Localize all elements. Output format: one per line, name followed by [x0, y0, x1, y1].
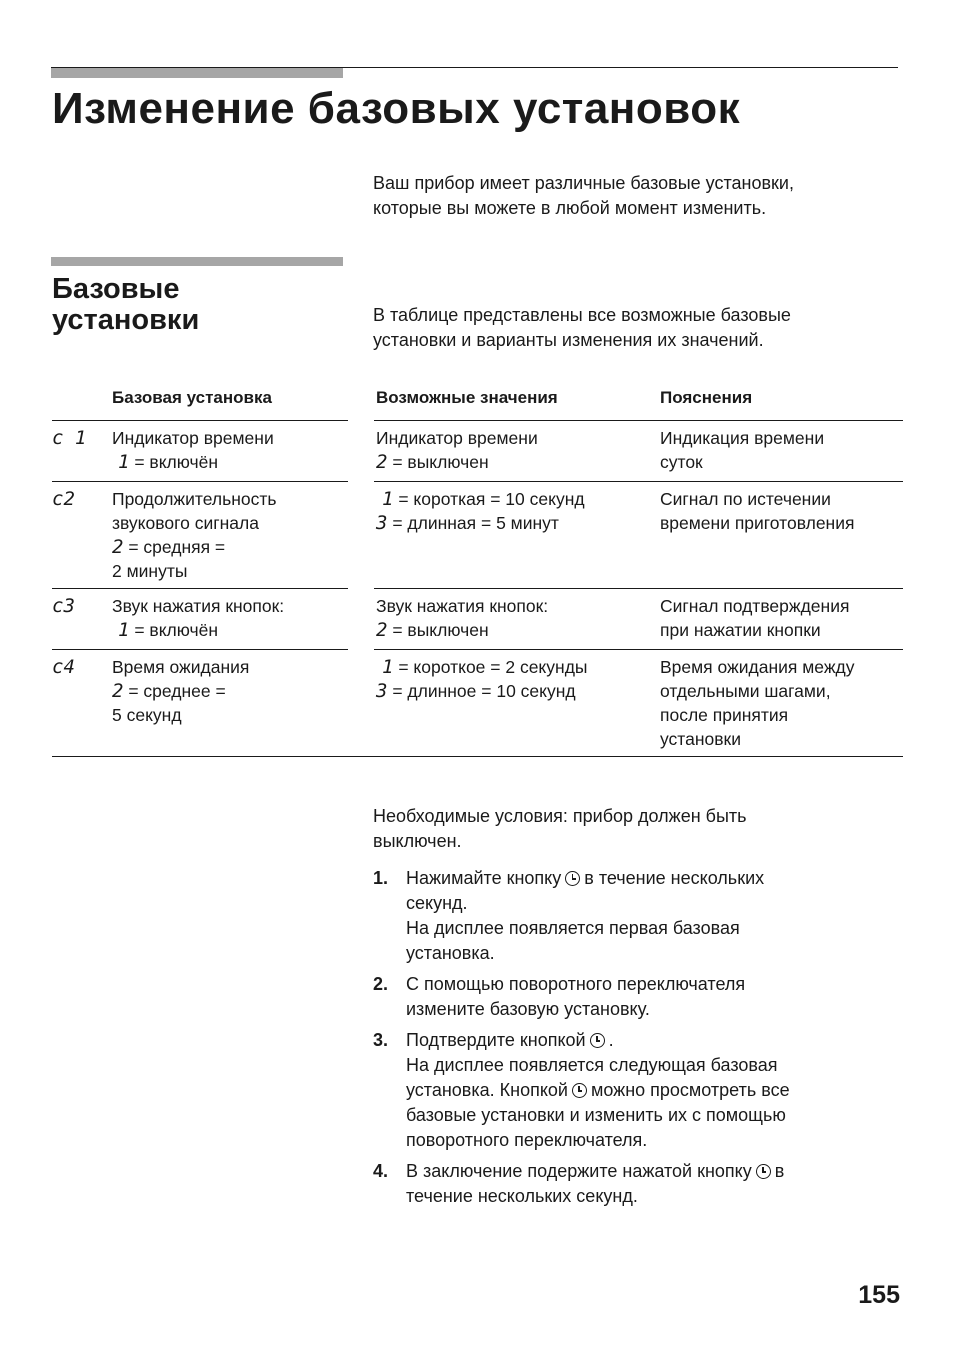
cell-text: = среднее =	[128, 681, 226, 701]
row-divider	[52, 588, 348, 589]
prereq-line: Необходимые условия: прибор должен быть	[373, 806, 747, 826]
row-divider	[52, 649, 348, 650]
step-line: На дисплее появляется следующая базовая	[406, 1055, 778, 1075]
step-text: установка. Кнопкой	[406, 1080, 568, 1100]
cell-text: Индикатор времени	[376, 428, 538, 448]
instruction-steps	[373, 866, 893, 1215]
cell-line	[112, 426, 392, 450]
setting-code: c2	[52, 488, 75, 510]
setting-cell	[112, 594, 392, 642]
section-title-line: Базовые	[52, 273, 180, 305]
step-line: поворотного переключателя.	[406, 1130, 648, 1150]
notes-cell	[660, 655, 905, 751]
step-number: 1.	[373, 868, 389, 888]
cell-line	[112, 679, 392, 703]
cell-line: отдельными шагами,	[660, 681, 831, 701]
page-number: 155	[858, 1281, 900, 1309]
setting-code: c4	[52, 656, 75, 678]
step-line: На дисплее появляется первая базовая	[406, 918, 740, 938]
step-item	[373, 1159, 893, 1209]
step-text: .	[608, 1030, 614, 1050]
setting-cell	[112, 655, 392, 727]
prereq-line: выключен.	[373, 831, 462, 851]
intro-paragraph	[373, 171, 893, 221]
values-cell	[376, 655, 646, 703]
notes-cell	[660, 594, 905, 642]
clock-icon	[590, 1033, 605, 1048]
page-title: Изменение базовых установок	[52, 84, 741, 133]
display-digit: 1	[118, 619, 130, 641]
cell-line: Звук нажатия кнопок:	[376, 596, 549, 616]
section-intro-line: установки и варианты изменения их значений.	[373, 330, 764, 350]
step-line	[406, 866, 893, 891]
cell-line	[112, 618, 392, 642]
step-number: 3.	[373, 1030, 389, 1050]
cell-text: = выключен	[392, 452, 489, 472]
step-text: Подтвердите кнопкой	[406, 1030, 586, 1050]
step-line: С помощью поворотного переключателя	[406, 974, 746, 994]
cell-line	[376, 618, 646, 642]
table-row	[52, 420, 903, 481]
table-row	[52, 588, 903, 649]
table-row	[52, 481, 903, 588]
display-digit: 1	[382, 488, 394, 510]
cell-line: Продолжительность	[112, 489, 277, 509]
cell-line: Сигнал подтверждения	[660, 596, 850, 616]
cell-line: Индикация времени	[660, 428, 825, 448]
cell-line: суток	[660, 452, 703, 472]
table-bottom-rule	[52, 756, 903, 757]
notes-cell	[660, 426, 905, 474]
values-cell	[376, 487, 646, 535]
cell-text: = короткая = 10 секунд	[398, 489, 585, 509]
setting-cell	[112, 426, 392, 474]
step-item	[373, 972, 893, 1022]
row-divider	[52, 481, 348, 482]
display-digit: 2	[112, 536, 124, 558]
cell-line: 2 минуты	[112, 561, 188, 581]
values-cell	[376, 594, 646, 642]
cell-line	[376, 450, 646, 474]
cell-line: Время ожидания	[112, 657, 250, 677]
display-digit: 2	[376, 451, 388, 473]
clock-icon	[565, 871, 580, 886]
setting-code: c 1	[52, 427, 87, 449]
step-text: в	[774, 1161, 785, 1181]
setting-cell	[112, 487, 392, 583]
cell-line: при нажатии кнопки	[660, 620, 821, 640]
cell-line	[376, 511, 646, 535]
title-bar-accent	[51, 67, 343, 78]
cell-text: = выключен	[392, 620, 489, 640]
table-row	[52, 649, 903, 756]
cell-line: после принятия	[660, 705, 789, 725]
display-digit: 3	[376, 512, 388, 534]
values-cell	[376, 426, 646, 474]
step-line	[406, 1028, 893, 1053]
title-rule	[51, 67, 898, 68]
intro-line: Ваш прибор имеет различные базовые установки,	[373, 173, 794, 193]
row-divider	[374, 649, 903, 650]
cell-line: 5 секунд	[112, 705, 182, 725]
cell-line: времени приготовления	[660, 513, 855, 533]
section-bar-accent	[51, 257, 343, 266]
cell-line: Звук нажатия кнопок:	[112, 596, 285, 616]
display-digit: 2	[112, 680, 124, 702]
step-line: секунд.	[406, 893, 468, 913]
step-text: можно просмотреть все	[590, 1080, 790, 1100]
prerequisites	[373, 804, 893, 854]
step-line: базовые установки и изменить их с помощью	[406, 1105, 786, 1125]
row-divider	[374, 481, 903, 482]
cell-text: = средняя =	[128, 537, 226, 557]
step-text: Нажимайте кнопку	[406, 868, 562, 888]
step-item	[373, 866, 893, 966]
cell-text: = включён	[134, 620, 219, 640]
clock-icon	[756, 1164, 771, 1179]
step-number: 4.	[373, 1161, 389, 1181]
row-divider	[52, 420, 348, 421]
cell-line: Время ожидания между	[660, 657, 855, 677]
step-line	[406, 1078, 893, 1103]
section-title-line: установки	[52, 304, 200, 336]
setting-code: c3	[52, 595, 75, 617]
step-line: течение нескольких секунд.	[406, 1186, 638, 1206]
section-title	[52, 274, 342, 336]
display-digit: 2	[376, 619, 388, 641]
column-header-setting: Базовая установка	[112, 388, 272, 407]
cell-line	[376, 679, 646, 703]
cell-line	[112, 535, 392, 559]
column-header-notes: Пояснения	[660, 388, 753, 407]
intro-line: которые вы можете в любой момент изменить.	[373, 198, 767, 218]
step-text: в течение нескольких	[584, 868, 765, 888]
step-item	[373, 1028, 893, 1153]
display-digit: 1	[118, 451, 130, 473]
row-divider	[374, 588, 903, 589]
step-line: установка.	[406, 943, 495, 963]
cell-line	[376, 487, 646, 511]
step-line: измените базовую установку.	[406, 999, 650, 1019]
cell-line: звукового сигнала	[112, 513, 259, 533]
cell-text: = короткое = 2 секунды	[398, 657, 588, 677]
column-header-values: Возможные значения	[376, 388, 558, 407]
row-divider	[374, 420, 903, 421]
section-intro-line: В таблице представлены все возможные базовые	[373, 305, 791, 325]
cell-line: установки	[660, 729, 741, 749]
display-digit: 3	[376, 680, 388, 702]
cell-line	[112, 450, 392, 474]
cell-text: = длинная = 5 минут	[392, 513, 559, 533]
cell-line	[376, 655, 646, 679]
display-digit: 1	[382, 656, 394, 678]
cell-text: = включён	[134, 452, 219, 472]
section-intro	[373, 303, 893, 353]
clock-icon	[572, 1083, 587, 1098]
step-number: 2.	[373, 974, 389, 994]
cell-text: Индикатор времени	[112, 428, 274, 448]
step-line	[406, 1159, 893, 1184]
notes-cell	[660, 487, 905, 535]
cell-text: = длинное = 10 секунд	[392, 681, 576, 701]
cell-line	[376, 426, 646, 450]
step-text: В заключение подержите нажатой кнопку	[406, 1161, 752, 1181]
cell-line: Сигнал по истечении	[660, 489, 831, 509]
